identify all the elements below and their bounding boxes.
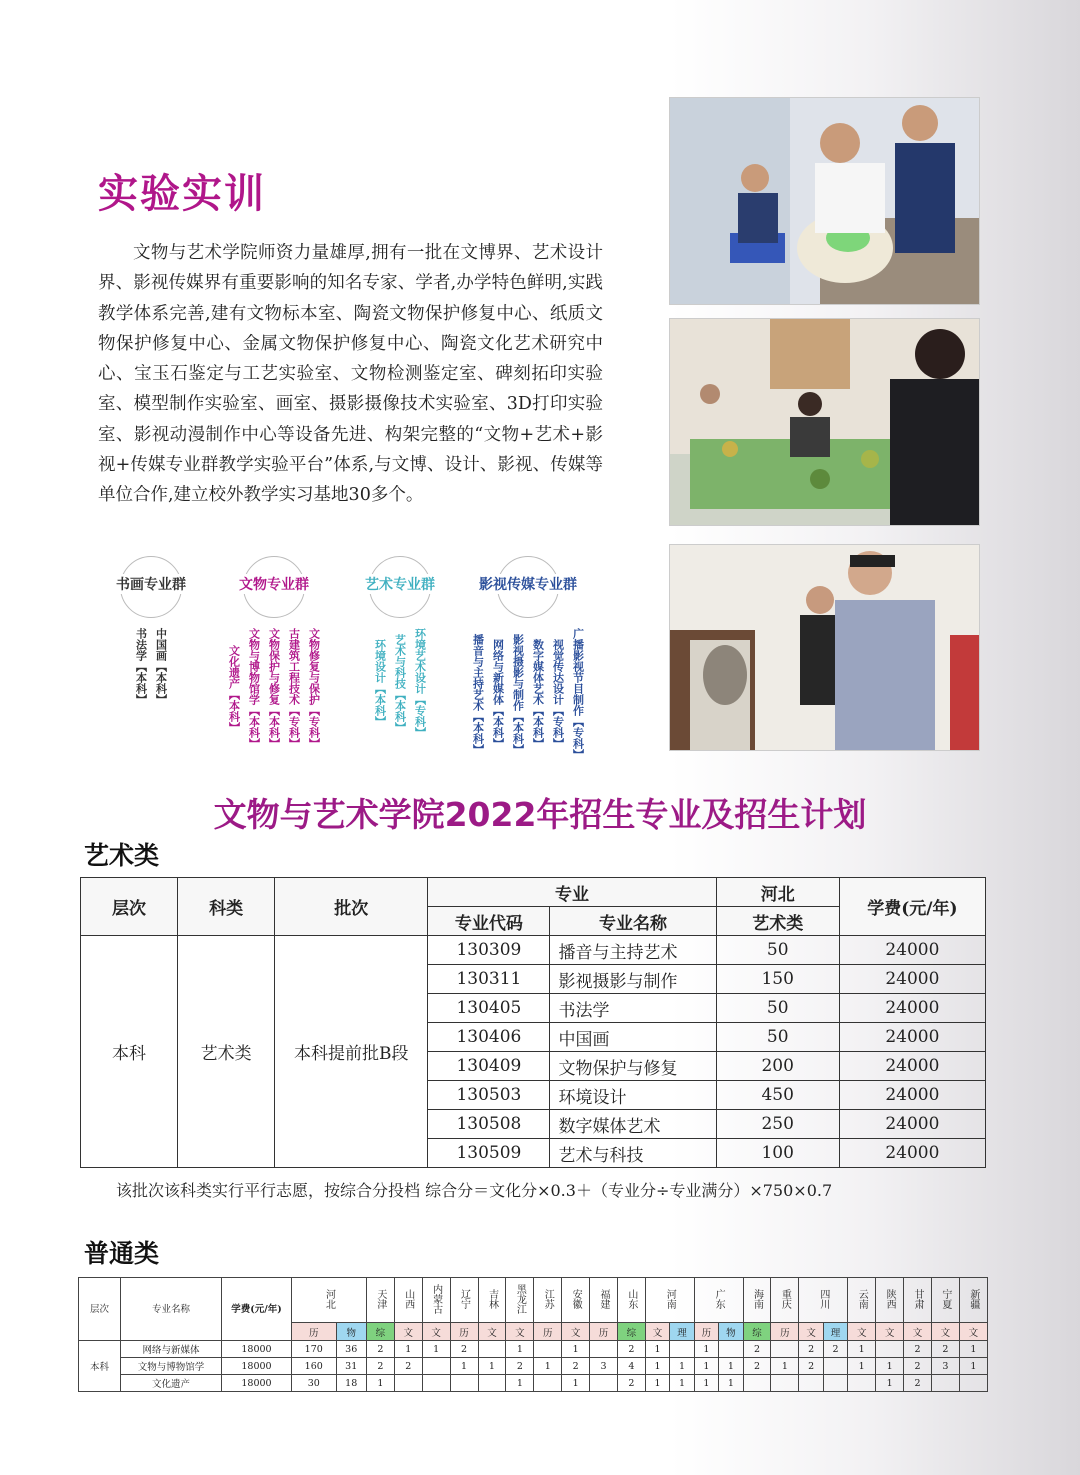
header-province: 河北 bbox=[716, 878, 839, 907]
header-province bbox=[506, 1278, 534, 1323]
cell-quota: 2 bbox=[823, 1341, 847, 1358]
cell-quota bbox=[771, 1341, 799, 1358]
cell-quota: 1 bbox=[959, 1358, 987, 1375]
province-name: 广东 bbox=[713, 1288, 725, 1309]
cell-quota: 1 bbox=[719, 1358, 743, 1375]
cell-quota bbox=[959, 1375, 987, 1392]
major-item: 影视摄影与制作【本科】 bbox=[511, 633, 525, 755]
major-item: 中国画【本科】 bbox=[154, 628, 168, 705]
subject-cell: 历 bbox=[292, 1323, 337, 1341]
cell-fee: 24000 bbox=[839, 1081, 985, 1110]
major-item: 播音与主持艺术【本科】 bbox=[471, 633, 485, 755]
cell-quota: 1 bbox=[771, 1358, 799, 1375]
subject-cell: 文 bbox=[478, 1323, 506, 1341]
cell-level: 本科 bbox=[81, 936, 178, 1168]
table-row bbox=[79, 1375, 988, 1392]
header-province bbox=[959, 1278, 987, 1323]
province-name: 天津 bbox=[374, 1288, 386, 1309]
cell-count: 450 bbox=[716, 1081, 839, 1110]
cell-quota: 1 bbox=[366, 1375, 394, 1392]
cell-quota: 2 bbox=[743, 1341, 771, 1358]
major-item: 环境艺术设计【专科】 bbox=[413, 628, 427, 738]
subject-cell: 文 bbox=[562, 1323, 590, 1341]
cell-quota: 1 bbox=[694, 1375, 718, 1392]
cell-quota: 1 bbox=[670, 1375, 694, 1392]
group-cultural-relics bbox=[227, 556, 321, 749]
lab-photo-ceramic-restoration bbox=[669, 97, 980, 305]
header-province bbox=[366, 1278, 394, 1323]
cell-count: 150 bbox=[716, 965, 839, 994]
header-name: 专业名称 bbox=[550, 907, 716, 936]
major-item: 视觉传达设计【专科】 bbox=[551, 639, 565, 749]
cell-name: 文物与博物馆学 bbox=[121, 1358, 222, 1375]
cell-quota: 1 bbox=[506, 1341, 534, 1358]
province-name: 甘肃 bbox=[911, 1288, 923, 1309]
subject-cell: 文 bbox=[848, 1323, 876, 1341]
cell-quota bbox=[422, 1375, 450, 1392]
subject-cell: 物 bbox=[719, 1323, 743, 1341]
cell-category: 艺术类 bbox=[178, 936, 275, 1168]
subject-cell: 理 bbox=[823, 1323, 847, 1341]
province-name: 辽宁 bbox=[458, 1288, 470, 1309]
cell-quota bbox=[590, 1341, 618, 1358]
subject-cell: 文 bbox=[904, 1323, 932, 1341]
group-name: 影视传媒专业群 bbox=[476, 574, 580, 594]
province-name: 江苏 bbox=[542, 1288, 554, 1309]
cell-quota bbox=[823, 1375, 847, 1392]
cell-level: 本科 bbox=[79, 1341, 121, 1392]
cell-quota bbox=[848, 1375, 876, 1392]
province-name: 重庆 bbox=[779, 1288, 791, 1309]
header-province bbox=[617, 1278, 645, 1323]
subject-cell: 文 bbox=[876, 1323, 904, 1341]
cell-name: 艺术与科技 bbox=[550, 1139, 716, 1168]
cell-quota: 2 bbox=[562, 1358, 590, 1375]
cell-fee: 24000 bbox=[839, 1139, 985, 1168]
header-fee: 学费(元/年) bbox=[222, 1278, 292, 1341]
cell-quota bbox=[799, 1375, 823, 1392]
cell-quota bbox=[534, 1375, 562, 1392]
cell-count: 50 bbox=[716, 936, 839, 965]
subject-cell: 文 bbox=[422, 1323, 450, 1341]
province-name: 山东 bbox=[625, 1288, 637, 1309]
cell-quota: 2 bbox=[366, 1341, 394, 1358]
province-name: 安徽 bbox=[570, 1288, 582, 1309]
section-title: 实验实训 bbox=[98, 171, 266, 217]
cell-quota: 1 bbox=[876, 1375, 904, 1392]
subject-cell: 历 bbox=[771, 1323, 799, 1341]
cell-quota: 170 bbox=[292, 1341, 337, 1358]
cell-quota: 1 bbox=[848, 1341, 876, 1358]
cell-quota: 2 bbox=[743, 1358, 771, 1375]
subject-cell: 历 bbox=[534, 1323, 562, 1341]
cell-fee: 24000 bbox=[839, 965, 985, 994]
cell-fee: 18000 bbox=[222, 1375, 292, 1392]
cell-quota: 2 bbox=[904, 1358, 932, 1375]
cell-quota: 1 bbox=[848, 1358, 876, 1375]
header-province bbox=[904, 1278, 932, 1323]
group-calligraphy-painting bbox=[116, 556, 186, 705]
cell-quota: 3 bbox=[590, 1358, 618, 1375]
cell-fee: 24000 bbox=[839, 1052, 985, 1081]
cell-quota: 1 bbox=[422, 1341, 450, 1358]
cell-fee: 24000 bbox=[839, 1023, 985, 1052]
group-film-media bbox=[471, 556, 585, 760]
header-province bbox=[590, 1278, 618, 1323]
cell-quota: 2 bbox=[617, 1341, 645, 1358]
cell-quota: 1 bbox=[562, 1341, 590, 1358]
group-name: 书画专业群 bbox=[113, 574, 189, 594]
province-name: 宁夏 bbox=[939, 1288, 951, 1309]
cell-quota: 1 bbox=[534, 1358, 562, 1375]
admission-note: 该批次该科类实行平行志愿，按综合分投档 综合分＝文化分×0.3＋（专业分÷专业满分）×750×0.7 bbox=[116, 1181, 833, 1200]
cell-quota bbox=[478, 1341, 506, 1358]
cell-name: 环境设计 bbox=[550, 1081, 716, 1110]
cell-count: 50 bbox=[716, 994, 839, 1023]
cell-quota: 1 bbox=[959, 1341, 987, 1358]
header-province bbox=[562, 1278, 590, 1323]
header-name: 专业名称 bbox=[121, 1278, 222, 1341]
province-name: 福建 bbox=[598, 1288, 609, 1309]
header-province bbox=[422, 1278, 450, 1323]
major-item: 文物保护与修复【本科】 bbox=[267, 628, 281, 749]
cell-fee: 24000 bbox=[839, 1110, 985, 1139]
header-province bbox=[771, 1278, 799, 1323]
cell-code: 130509 bbox=[428, 1139, 550, 1168]
subject-cell: 文 bbox=[394, 1323, 422, 1341]
cell-quota: 1 bbox=[562, 1375, 590, 1392]
cell-quota bbox=[743, 1375, 771, 1392]
province-name: 河北 bbox=[323, 1288, 335, 1309]
cell-fee: 18000 bbox=[222, 1341, 292, 1358]
cell-quota bbox=[719, 1341, 743, 1358]
group-name: 艺术专业群 bbox=[362, 574, 438, 594]
major-item: 文化遗产【本科】 bbox=[227, 644, 241, 733]
cell-quota: 4 bbox=[617, 1358, 645, 1375]
cell-quota bbox=[823, 1358, 847, 1375]
cell-batch: 本科提前批B段 bbox=[275, 936, 428, 1168]
cell-name: 数字媒体艺术 bbox=[550, 1110, 716, 1139]
table-row bbox=[79, 1341, 988, 1358]
header-province bbox=[534, 1278, 562, 1323]
cell-quota bbox=[931, 1375, 959, 1392]
art-enrollment-table bbox=[80, 877, 986, 1168]
subject-cell: 文 bbox=[931, 1323, 959, 1341]
cell-quota: 30 bbox=[292, 1375, 337, 1392]
cell-quota: 18 bbox=[336, 1375, 366, 1392]
cell-quota: 1 bbox=[478, 1358, 506, 1375]
cell-quota: 1 bbox=[694, 1341, 718, 1358]
cell-name: 影视摄影与制作 bbox=[550, 965, 716, 994]
header-level: 层次 bbox=[79, 1278, 121, 1341]
major-item: 广播影视节目制作【专科】 bbox=[571, 628, 585, 760]
header-category: 科类 bbox=[178, 878, 275, 936]
cell-quota bbox=[422, 1358, 450, 1375]
cell-quota: 36 bbox=[336, 1341, 366, 1358]
subject-cell: 历 bbox=[450, 1323, 478, 1341]
subject-cell: 文 bbox=[645, 1323, 669, 1341]
cell-quota: 1 bbox=[645, 1341, 669, 1358]
province-name: 四川 bbox=[817, 1288, 829, 1309]
group-name: 文物专业群 bbox=[236, 574, 312, 594]
cell-quota: 1 bbox=[450, 1358, 478, 1375]
cell-quota bbox=[590, 1375, 618, 1392]
cell-fee: 24000 bbox=[839, 936, 985, 965]
cell-code: 130508 bbox=[428, 1110, 550, 1139]
cell-quota: 2 bbox=[799, 1358, 823, 1375]
major-item: 文物修复与保护【专科】 bbox=[307, 628, 321, 749]
lab-photo-sketch-studio bbox=[669, 544, 980, 751]
cell-count: 100 bbox=[716, 1139, 839, 1168]
header-code: 专业代码 bbox=[428, 907, 550, 936]
header-level: 层次 bbox=[81, 878, 178, 936]
cell-quota bbox=[394, 1375, 422, 1392]
cell-fee: 18000 bbox=[222, 1358, 292, 1375]
subject-cell: 历 bbox=[590, 1323, 618, 1341]
subject-cell: 综 bbox=[617, 1323, 645, 1341]
header-province bbox=[478, 1278, 506, 1323]
cell-code: 130405 bbox=[428, 994, 550, 1023]
cell-quota: 2 bbox=[617, 1375, 645, 1392]
major-item: 书法学【本科】 bbox=[134, 628, 148, 705]
intro-paragraph: 文物与艺术学院师资力量雄厚,拥有一批在文博界、艺术设计界、影视传媒界有重要影响的知名专家、学者,办学特色鲜明,实践教学体系完善,建有文物标本室、陶瓷文物保护修复中心、纸质文物保护修复中心、金属文物保护修复中心、陶瓷文化艺术研究中心、宝玉石鉴定与工艺实验室、文物检测鉴定室、碑刻拓印实验室、模型制作实验室、画室、摄影摄像技术实验室、3D打印实验室、影视动漫制作中心等设备先进、构架完整的“文物+艺术+影视+传媒专业群教学实验平台”体系,与文博、设计、影视、传媒等单位合作,建立校外教学实习基地30多个。 bbox=[98, 243, 603, 506]
cell-code: 130406 bbox=[428, 1023, 550, 1052]
cell-quota: 1 bbox=[394, 1341, 422, 1358]
province-name: 吉林 bbox=[486, 1288, 498, 1309]
province-name: 山西 bbox=[402, 1288, 414, 1309]
header-province bbox=[292, 1278, 367, 1323]
cell-quota: 1 bbox=[645, 1375, 669, 1392]
subject-cell: 理 bbox=[670, 1323, 694, 1341]
general-section-title: 普通类 bbox=[84, 1239, 160, 1268]
subject-cell: 文 bbox=[506, 1323, 534, 1341]
cell-code: 130309 bbox=[428, 936, 550, 965]
cell-quota: 2 bbox=[506, 1358, 534, 1375]
cell-quota: 2 bbox=[394, 1358, 422, 1375]
cell-count: 50 bbox=[716, 1023, 839, 1052]
table-row bbox=[79, 1358, 988, 1375]
cell-name: 中国画 bbox=[550, 1023, 716, 1052]
cell-quota: 1 bbox=[645, 1358, 669, 1375]
cell-name: 书法学 bbox=[550, 994, 716, 1023]
cell-quota: 1 bbox=[876, 1358, 904, 1375]
table-row bbox=[81, 936, 986, 965]
cell-quota: 1 bbox=[670, 1358, 694, 1375]
major-item: 环境设计【本科】 bbox=[373, 639, 387, 727]
cell-quota: 3 bbox=[931, 1358, 959, 1375]
header-province bbox=[394, 1278, 422, 1323]
cell-code: 130311 bbox=[428, 965, 550, 994]
header-province bbox=[931, 1278, 959, 1323]
cell-quota: 1 bbox=[719, 1375, 743, 1392]
province-name: 陕西 bbox=[884, 1288, 896, 1309]
cell-code: 130409 bbox=[428, 1052, 550, 1081]
header-prov-type: 艺术类 bbox=[716, 907, 839, 936]
cell-quota: 2 bbox=[799, 1341, 823, 1358]
subject-cell: 综 bbox=[743, 1323, 771, 1341]
cell-quota: 31 bbox=[336, 1358, 366, 1375]
cell-count: 250 bbox=[716, 1110, 839, 1139]
cell-quota: 2 bbox=[450, 1341, 478, 1358]
cell-quota bbox=[876, 1341, 904, 1358]
header-province bbox=[799, 1278, 848, 1323]
header-province bbox=[876, 1278, 904, 1323]
province-name: 河南 bbox=[664, 1288, 676, 1309]
subject-cell: 综 bbox=[366, 1323, 394, 1341]
cell-quota: 1 bbox=[694, 1358, 718, 1375]
subject-cell: 文 bbox=[799, 1323, 823, 1341]
province-name: 黑龙江 bbox=[514, 1283, 526, 1314]
cell-quota: 2 bbox=[366, 1358, 394, 1375]
subject-cell: 物 bbox=[336, 1323, 366, 1341]
group-art bbox=[365, 556, 435, 738]
province-name: 内蒙古 bbox=[430, 1283, 442, 1314]
header-batch: 批次 bbox=[275, 878, 428, 936]
province-name: 海南 bbox=[751, 1288, 763, 1309]
cell-quota bbox=[670, 1341, 694, 1358]
header-major: 专业 bbox=[428, 878, 716, 907]
cell-fee: 24000 bbox=[839, 994, 985, 1023]
subject-cell: 历 bbox=[694, 1323, 718, 1341]
cell-name: 文化遗产 bbox=[121, 1375, 222, 1392]
cell-code: 130503 bbox=[428, 1081, 550, 1110]
cell-quota bbox=[534, 1341, 562, 1358]
general-enrollment-table bbox=[78, 1277, 988, 1392]
header-province bbox=[450, 1278, 478, 1323]
cell-quota: 2 bbox=[931, 1341, 959, 1358]
cell-quota: 2 bbox=[904, 1375, 932, 1392]
cell-count: 200 bbox=[716, 1052, 839, 1081]
header-province bbox=[743, 1278, 771, 1323]
cell-name: 文物保护与修复 bbox=[550, 1052, 716, 1081]
major-item: 文物与博物馆学【本科】 bbox=[247, 628, 261, 749]
header-fee: 学费(元/年) bbox=[839, 878, 985, 936]
header-province bbox=[645, 1278, 694, 1323]
major-item: 艺术与科技【本科】 bbox=[393, 633, 407, 733]
major-item: 数字媒体艺术【本科】 bbox=[531, 639, 545, 749]
art-section-title: 艺术类 bbox=[84, 841, 160, 870]
cell-quota bbox=[450, 1375, 478, 1392]
header-province bbox=[694, 1278, 743, 1323]
province-name: 新疆 bbox=[967, 1288, 979, 1309]
province-name: 云南 bbox=[856, 1288, 868, 1309]
cell-quota: 1 bbox=[506, 1375, 534, 1392]
cell-name: 网络与新媒体 bbox=[121, 1341, 222, 1358]
cell-quota: 160 bbox=[292, 1358, 337, 1375]
lab-photo-model-making bbox=[669, 318, 980, 526]
cell-quota bbox=[478, 1375, 506, 1392]
plan-title: 文物与艺术学院2022年招生专业及招生计划 bbox=[213, 795, 867, 834]
major-item: 网络与新媒体【本科】 bbox=[491, 639, 505, 749]
cell-quota: 2 bbox=[904, 1341, 932, 1358]
major-item: 古建筑工程技术【专科】 bbox=[287, 628, 301, 749]
cell-quota bbox=[771, 1375, 799, 1392]
header-province bbox=[848, 1278, 876, 1323]
subject-cell: 文 bbox=[959, 1323, 987, 1341]
cell-name: 播音与主持艺术 bbox=[550, 936, 716, 965]
